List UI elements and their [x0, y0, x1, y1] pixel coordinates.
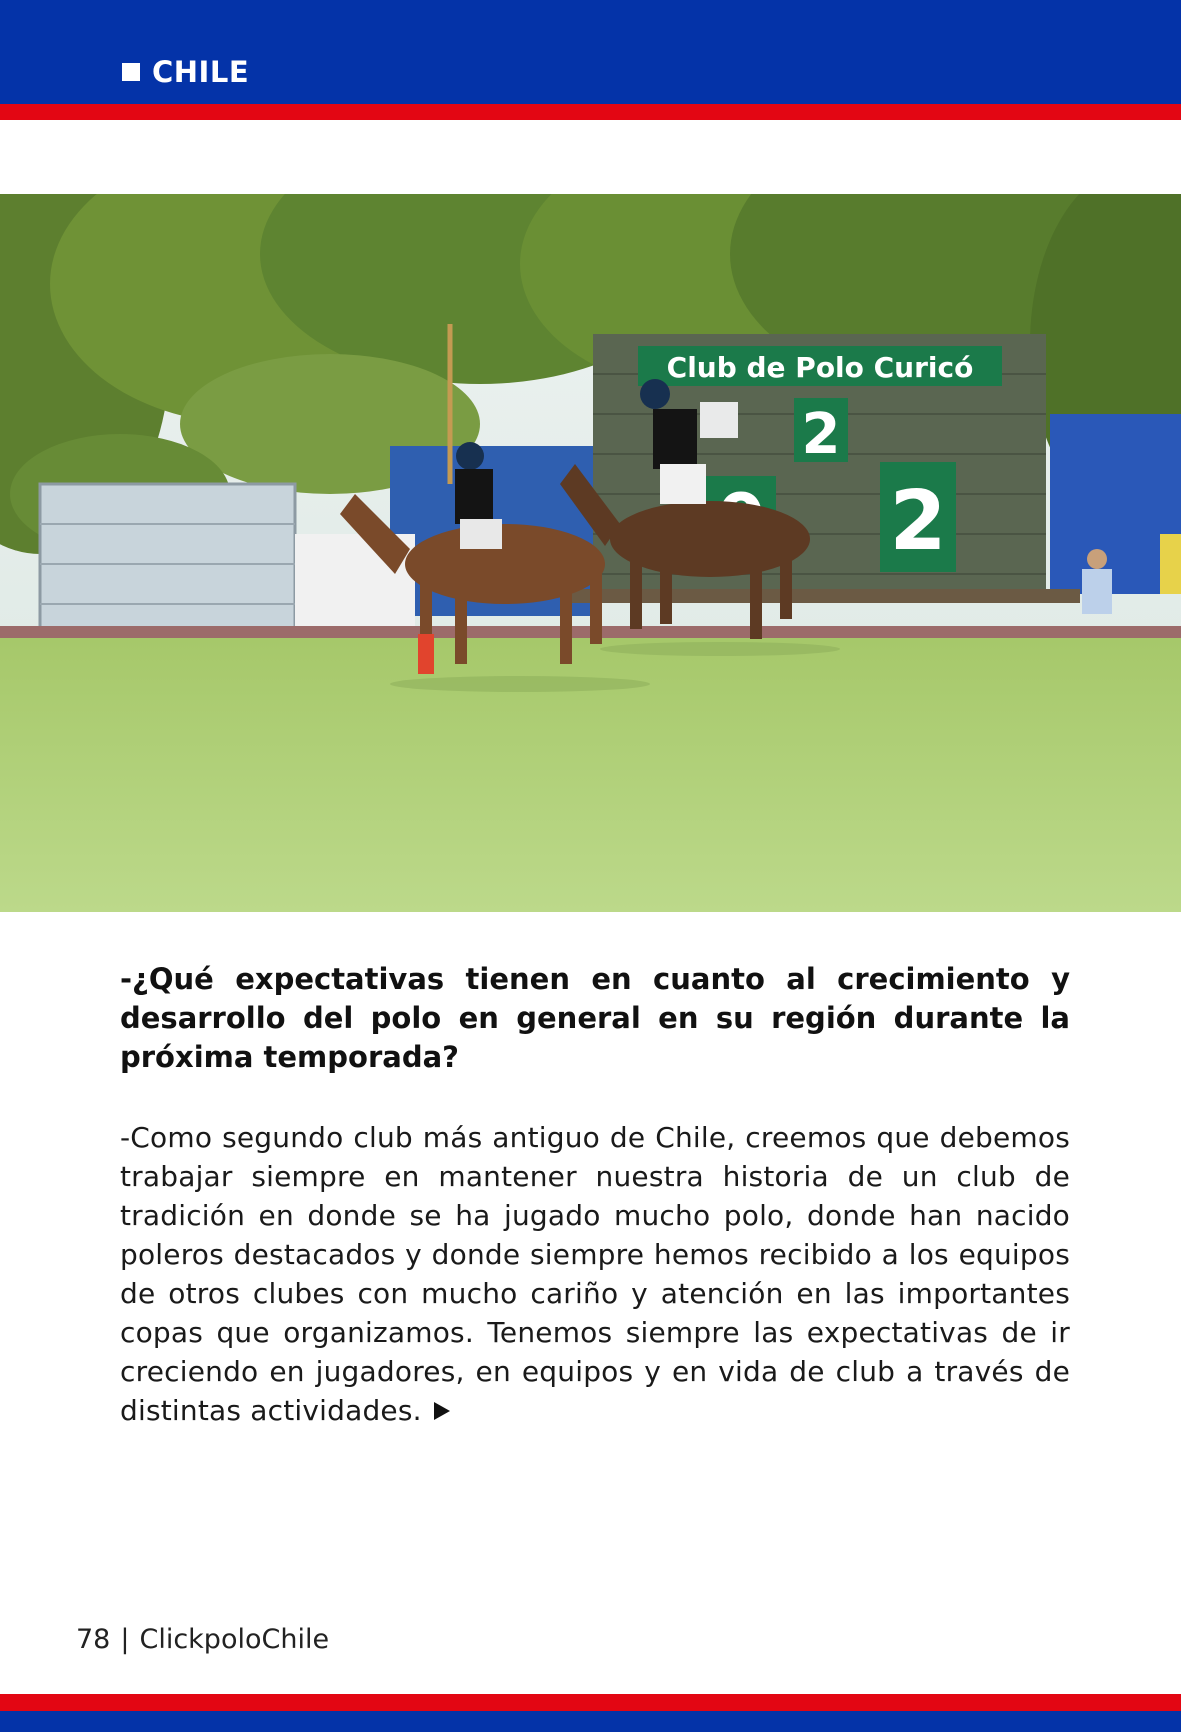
- header-red-stripe: [0, 104, 1181, 120]
- interview-question: -¿Qué expectativas tienen en cuanto al crecimiento y desarrollo del polo en general en su región durante la próxima temporada?: [120, 962, 1070, 1074]
- footer-red-stripe: [0, 1694, 1181, 1711]
- scoreboard-right-number: 2: [889, 474, 947, 569]
- square-bullet-icon: [122, 63, 140, 81]
- interview-answer: [120, 1118, 1070, 1430]
- polo-match-photo: [0, 194, 1181, 912]
- footer-separator: |: [120, 1624, 130, 1655]
- play-icon: [434, 1402, 450, 1420]
- page-footer: [76, 1624, 329, 1655]
- interview-answer-text: -Como segundo club más antiguo de Chile, creemos que debemos trabajar siempre en mantener nuestra historia de un club de tradición en donde se ha jugado mucho polo, donde han nacido poleros destacados y donde siempre hemos recibido a los equipos de otros clubes con mucho cariño y atención en las importantes copas que organizamos. Tenemos siempre las expectativas de ir creciendo en jugadores, en equipos y en vida de club a través de distintas actividades.: [120, 1121, 1070, 1427]
- section-label: CHILE: [152, 55, 250, 89]
- scoreboard-top-number: 2: [801, 402, 841, 467]
- polo-photo-illustration: [0, 194, 1181, 912]
- scoreboard-title: Club de Polo Curicó: [666, 351, 974, 384]
- publication-name: ClickpoloChile: [139, 1624, 330, 1655]
- footer-blue-band: [0, 1711, 1181, 1732]
- page-number: 78: [76, 1624, 111, 1655]
- section-tag: [122, 52, 249, 92]
